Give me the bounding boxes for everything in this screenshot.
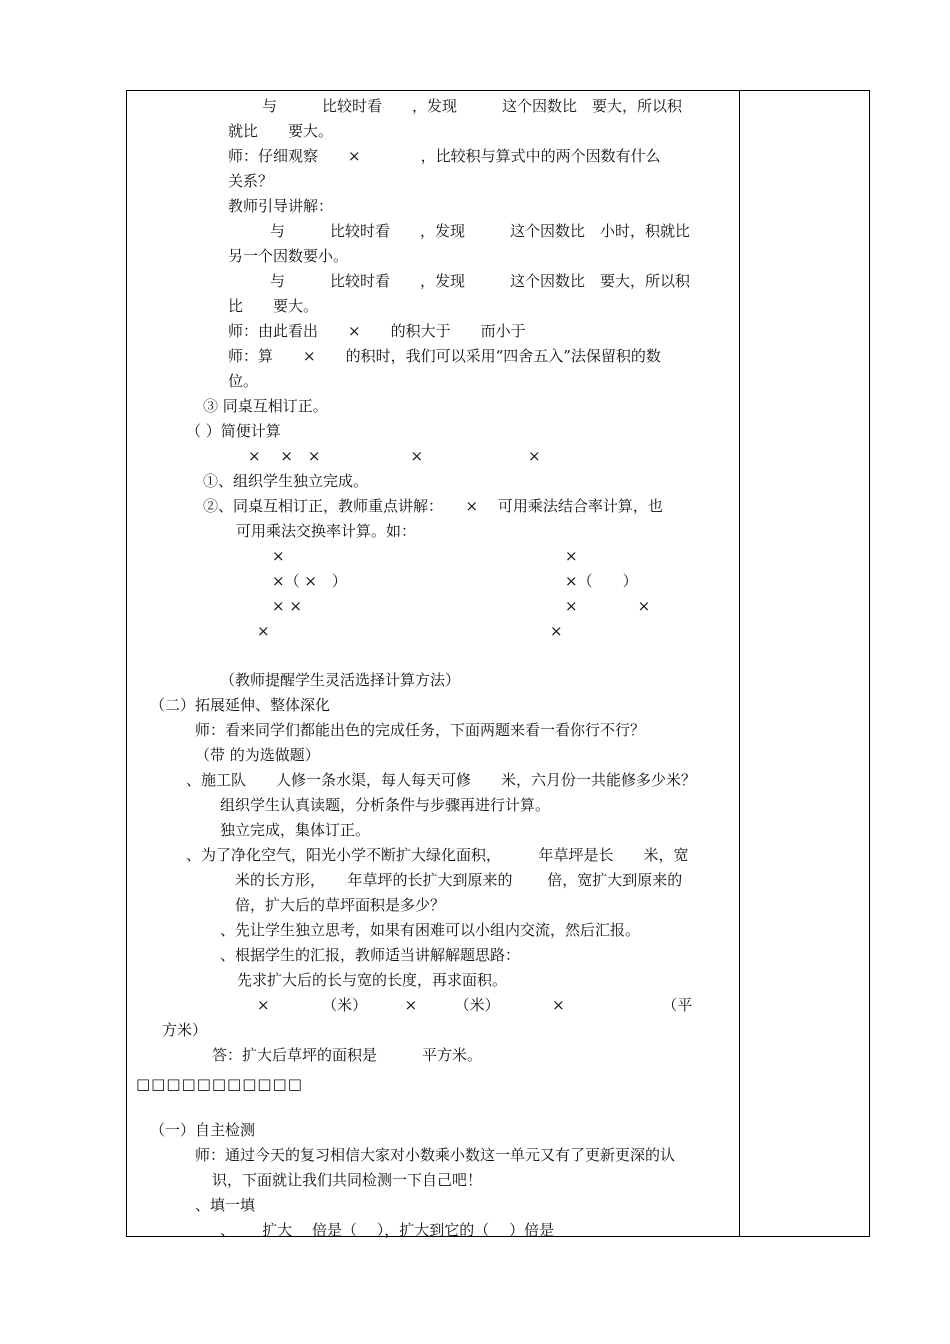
text-line: 、先让学生独立思考，如果有困难可以小组内交流，然后汇报。 [220,921,641,939]
text-line: （带 的为选做题） [195,746,320,764]
text-line: 师：由此看出 × 的积大于 而小于 [228,322,526,340]
text-line: ×（ × ） [272,572,347,590]
text-line: 、根据学生的汇报，教师适当讲解解题思路： [220,946,521,964]
text-line: （一）自主检测 [150,1121,256,1139]
text-line: 独立完成，集体订正。 [220,821,371,839]
text-line: × [565,547,578,565]
text-line: 另一个因数要小。 [228,247,349,265]
text-line: 就比 要大。 [228,122,334,140]
text-line: ×（ ） [565,572,638,590]
text-line: 与 比较时看 ，发现 这个因数比 要大，所以积 [262,97,683,115]
text-line: 、 扩大 倍是（ ），扩大到它的（ ）倍是 [220,1221,555,1239]
text-line: 关系？ [228,172,274,190]
text-line: 与 比较时看 ，发现 这个因数比 小时，积就比 [270,222,691,240]
text-line: × [257,622,270,640]
text-line: × × [272,597,302,615]
text-line: 组织学生认真读题，分析条件与步骤再进行计算。 [220,796,551,814]
text-line: 倍，扩大后的草坪面积是多少？ [220,896,446,914]
text-line: 识，下面就让我们共同检测一下自己吧！ [212,1171,483,1189]
text-line: 教师引导讲解： [228,197,334,215]
text-line: × [272,547,285,565]
text-line: 比 要大。 [228,297,319,315]
text-line: 师：算 × 的积时，我们可以采用“四舍五入”法保留积的数 [228,347,661,365]
text-line: 与 比较时看 ，发现 这个因数比 要大，所以积 [270,272,691,290]
text-line: × × × × × [248,447,541,465]
text-line: 师：通过今天的复习相信大家对小数乘小数这一单元又有了更新更深的认 [195,1146,676,1164]
text-line: （教师提醒学生灵活选择计算方法） [220,671,461,689]
text-line: × [550,622,563,640]
text-line: ①、组织学生独立完成。 [203,472,369,490]
text-line: 位。 [228,372,259,390]
text-line: 师：看来同学们都能出色的完成任务，下面两题来看一看你行不行？ [195,721,646,739]
text-line: ②、同桌互相订正，教师重点讲解： × 可用乘法结合率计算，也 [203,497,663,515]
text-line: （二）拓展延伸、整体深化 [150,696,331,714]
table-column-divider [739,90,740,1237]
text-line: 师：仔细观察 × ，比较积与算式中的两个因数有什么 [228,147,661,165]
text-line: ③ 同桌互相订正。 [203,397,328,415]
text-line: 、施工队 人修一条水渠，每人每天可修 米，六月份一共能修多少米？ [186,771,697,789]
text-line: 先求扩大后的长与宽的长度，再求面积。 [237,971,508,989]
text-line: 、填一填 [195,1196,256,1214]
text-line: 方米） [162,1021,208,1039]
text-line: 答：扩大后草坪的面积是 平方米。 [212,1046,483,1064]
text-line: 米的长方形， 年草坪的长扩大到原来的 倍，宽扩大到原来的 [220,871,683,889]
text-line: × × [565,597,651,615]
text-line: × （米） × （米） × （平 [257,996,693,1014]
text-line: （ ）简便计算 [186,422,281,440]
text-line: 、为了净化空气，阳光小学不断扩大绿化面积， 年草坪是长 米，宽 [186,846,689,864]
section-heading: □□□□□□□□□□□ [136,1075,303,1093]
text-line: 可用乘法交换率计算。如： [236,522,417,540]
